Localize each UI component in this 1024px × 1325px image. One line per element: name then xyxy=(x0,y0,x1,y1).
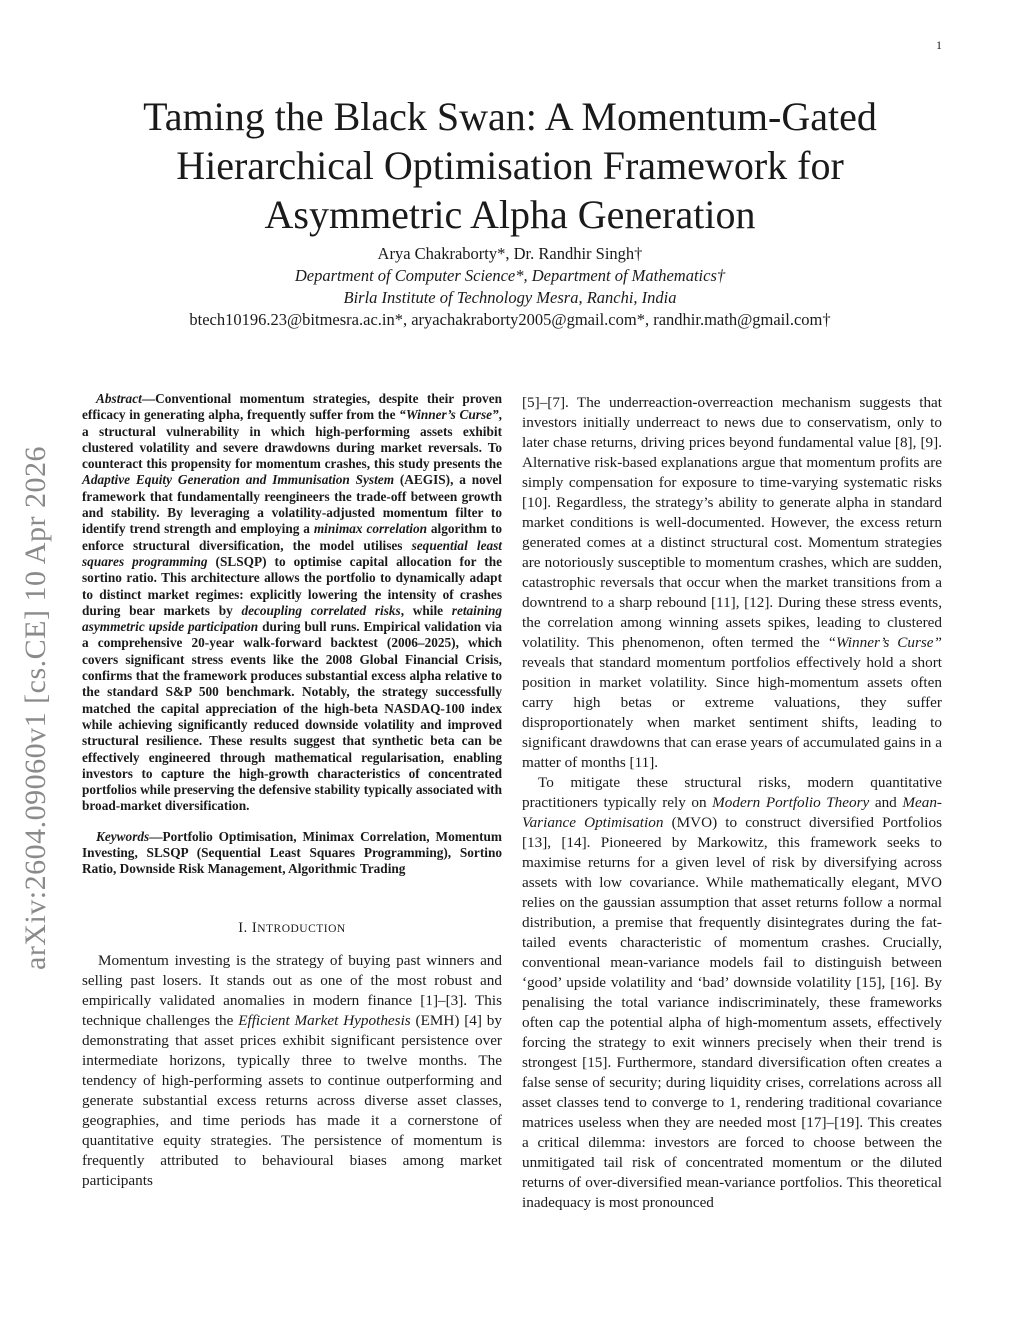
author-institute: Birla Institute of Technology Mesra, Ranchi, India xyxy=(343,288,677,307)
keywords-heading: Keywords xyxy=(96,828,150,844)
left-column xyxy=(82,391,502,1191)
body-paragraph: To mitigate these structural risks, modern quantitative practitioners typically rely on Modern Portfolio Theory and Mean-Variance Optimisation (MVO) to construct diversified Portfolios [13], [14]. Pioneered by Markowitz, this framework seeks to maximise returns for a given level of risk by diversifying across assets with low covariance. While mathematically elegant, MVO relies on the gaussian assumption that asset returns follow a normal distribution, a premise that frequently disintegrates during the fat-tailed events characteristic of momentum crashes. Crucially, conventional mean-variance models fail to distinguish between ‘good’ upside volatility and ‘bad’ downside volatility [15], [16]. By penalising the total variance indiscriminately, these frameworks often cap the potential alpha of high-momentum assets, effectively forcing the strategy to exit winners precisely when their trend is strongest [15]. Furthermore, standard diversification often creates a false sense of security; during liquidity crises, correlations across all asset classes tend to converge to 1, rendering traditional covariance matrices useless when they are needed most [17]–[19]. This creates a critical dilemma: investors are forced to choose between the unmitigated tail risk of concentrated momentum or the diluted returns of over-diversified mean-variance portfolios. This theoretical inadequacy is most pronounced xyxy=(522,774,942,1211)
author-emails: btech10196.23@bitmesra.ac.in*, aryachakraborty2005@gmail.com*, randhir.math@gmail.com† xyxy=(189,310,831,329)
intro-paragraph: Momentum investing is the strategy of buying past winners and selling past losers. It stands out as one of the most robust and empirically validated anomalies in modern finance [1]–[3]. This technique challenges the Efficient Market Hypothesis (EMH) [4] by demonstrating that asset prices exhibit significant persistence over intermediate horizons, typically three to twelve months. The tendency of high-performing assets to continue outperforming and generate substantial excess returns across diverse asset classes, geographies, and time periods has made it a cornerstone of quantitative equity strategies. The persistence of momentum is frequently attributed to behavioural biases among market participants xyxy=(82,951,502,1189)
author-departments: Department of Computer Science*, Department of Mathematics† xyxy=(294,266,726,285)
page-number: 1 xyxy=(936,38,942,52)
abstract-heading: Abstract xyxy=(96,391,142,406)
author-names: Arya Chakraborty*, Dr. Randhir Singh† xyxy=(377,244,643,263)
author-block xyxy=(60,243,960,331)
paper-title xyxy=(60,92,960,239)
body-paragraph: [5]–[7]. The underreaction-overreaction mechanism suggests that investors initially underreact to news due to conservatism, only to later chase returns, driving prices beyond fundamental value [8], [9]. Alternative risk-based explanations argue that momentum profits are simply compensation for exposure to time-varying systematic risks [10]. Regardless, the strategy’s ability to generate alpha in standard market conditions is well-documented. However, the excess return generated comes at a distinct structural cost. Momentum strategies are notoriously susceptible to momentum crashes, which are sudden, catastrophic reversals that occur when the market transitions from a downtrend to a sharp rebound [11], [12]. During these stress events, the correlation among winning assets spikes, leading to clustered volatility. This phenomenon, often termed the “Winner’s Curse” reveals that standard momentum portfolios effectively hold a short position in market volatility. Since high-momentum assets often carry high betas or extreme valuations, they suffer disproportionately when market sentiment shifts, leading to significant drawdowns that can erase years of accumulated gains in a matter of months [11]. xyxy=(522,394,942,771)
title-line: Hierarchical Optimisation Framework for xyxy=(176,143,844,188)
abstract: Abstract—Conventional momentum strategies, despite their proven efficacy in generating alpha, frequently suffer from the “Winner’s Curse”, a structural vulnerability in which high-performing assets exhibit clustered volatility and severe drawdowns during market reversals. To counteract this propensity for momentum crashes, this study presents the Adaptive Equity Generation and Immunisation System (AEGIS), a novel framework that fundamentally reengineers the trade-off between growth and stability. By leveraging a volatility-adjusted momentum filter to identify trend strength and employing a minimax correlation algorithm to enforce structural diversification, the model utilises sequential least squares programming (SLSQP) to optimise capital allocation for the sortino ratio. This architecture allows the portfolio to dynamically adapt to distinct market regimes: explicitly lowering the intensity of crashes during bear markets by decoupling correlated risks, while retaining asymmetric upside participation during bull runs. Empirical validation via a comprehensive 20-year walk-forward backtest (2006–2025), which covers significant stress events like the 2008 Global Financial Crisis, confirms that the framework produces substantial excess alpha relative to the standard S&P 500 benchmark. Notably, the strategy successfully matched the capital appreciation of the high-beta NASDAQ-100 index while achieving significantly reduced downside volatility and improved structural resilience. These results suggest that synthetic beta can be effectively engineered through mathematical regularisation, enabling investors to capture the high-growth characteristics of concentrated portfolios while preserving the defensive stability typically associated with broad-market diversification. xyxy=(82,391,503,814)
right-column xyxy=(522,393,942,1213)
section-heading: I. INTRODUCTION xyxy=(238,919,346,936)
title-line: Asymmetric Alpha Generation xyxy=(264,192,756,237)
title-line: Taming the Black Swan: A Momentum-Gated xyxy=(143,94,877,139)
arxiv-stamp: arXiv:2604.09060v1 [cs.CE] 10 Apr 2026 xyxy=(19,446,52,970)
keywords: Keywords—Portfolio Optimisation, Minimax Correlation, Momentum Investing, SLSQP (Sequential Least Squares Programming), Sortino Ratio, Downside Risk Management, Algorithmic Trading xyxy=(82,828,502,877)
